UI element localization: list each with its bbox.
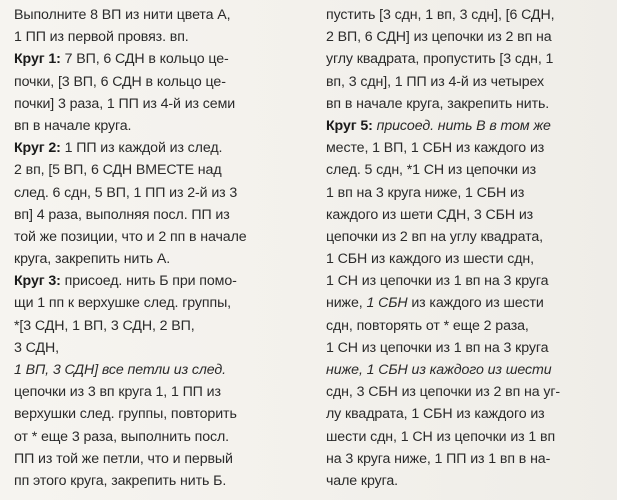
text-segment: след. 6 сдн, 5 ВП, 1 ПП из 2-й из 3: [14, 184, 238, 201]
text-segment: шести сдн, 1 СН из цепочки из 1 вп: [326, 428, 556, 445]
text-segment: цепочки из 2 вп на углу квадрата,: [326, 228, 543, 245]
text-line: [326, 381, 610, 403]
text-segment: круга, закрепить нить А.: [14, 251, 171, 268]
round-heading: Круг 3:: [14, 273, 61, 290]
text-segment: 1 ПП из каждой из след.: [60, 140, 223, 157]
text-line: [326, 4, 610, 26]
text-line: [326, 470, 610, 492]
text-line: [14, 337, 306, 359]
text-segment: 1 СН из цепочки из 1 вп на 3 круга: [326, 273, 549, 290]
text-line: [14, 381, 306, 403]
text-segment: вп] 4 раза, выполняя посл. ПП из: [14, 206, 230, 223]
text-line: [326, 115, 610, 137]
text-segment: 3 СДН,: [14, 339, 59, 356]
text-segment: от * еще 3 раза, выполнить посл.: [14, 428, 230, 445]
text-segment: ПП из той же петли, что и первый: [14, 450, 233, 467]
text-line: [14, 93, 306, 115]
text-line: [326, 359, 610, 381]
text-line: [326, 248, 610, 270]
text-line: [326, 226, 610, 248]
text-segment: той же позиции, что и 2 пп в начале: [14, 228, 247, 245]
text-segment: из каждого из шести: [407, 295, 544, 312]
round-heading: Круг 1:: [14, 51, 61, 68]
text-line: [14, 71, 306, 93]
text-line: [14, 248, 306, 270]
text-segment: сдн, 3 СБН из цепочки из 2 вп на уг-: [326, 384, 561, 401]
text-segment: 1 СБН из каждого из шести сдн,: [326, 251, 534, 268]
text-segment: углу квадрата, пропустить [3 сдн, 1: [326, 51, 554, 68]
text-line: [14, 315, 306, 337]
text-line: [326, 403, 610, 425]
text-line: [14, 403, 306, 425]
text-line: [14, 159, 306, 181]
text-segment: сдн, повторять от * еще 2 раза,: [326, 317, 529, 334]
text-segment: пустить [3 сдн, 1 вп, 3 сдн], [6 СДН,: [326, 7, 555, 23]
text-segment: 1 ВП, 3 СДН] все петли из след.: [14, 362, 227, 378]
text-line: [326, 448, 610, 470]
text-segment: ниже, 1 СБН из каждого из шести: [326, 362, 552, 378]
text-segment: 1 вп на 3 круга ниже, 1 СБН из: [326, 184, 525, 201]
text-line: [14, 270, 306, 292]
text-segment: ниже,: [326, 295, 367, 312]
text-segment: след. 5 сдн, *1 СН из цепочки из: [326, 162, 537, 179]
text-segment: *[3 СДН, 1 ВП, 3 СДН, 2 ВП,: [14, 317, 195, 334]
text-line: [14, 182, 306, 204]
text-segment: Выполните 8 ВП из нити цвета А,: [14, 7, 231, 23]
text-line: [326, 137, 610, 159]
text-line: [326, 26, 610, 48]
text-segment: пп этого круга, закрепить нить Б.: [14, 472, 227, 489]
text-line: [326, 204, 610, 226]
text-segment: присоед. нить Б при помо-: [60, 273, 237, 290]
text-segment: лу квадрата, 1 СБН из каждого из: [326, 406, 545, 423]
text-line: [326, 182, 610, 204]
left-text-column: [14, 4, 306, 492]
text-segment: вп в начале круга.: [14, 117, 132, 134]
text-line: [326, 270, 610, 292]
text-line: [14, 359, 306, 381]
text-line: [326, 426, 610, 448]
text-line: [326, 292, 610, 314]
text-line: [14, 470, 306, 492]
text-line: [14, 48, 306, 70]
text-segment: вп, 3 сдн], 1 ПП из 4-й из четырех: [326, 73, 545, 90]
text-line: [14, 137, 306, 159]
text-line: [14, 115, 306, 137]
text-line: [14, 292, 306, 314]
right-text-column: [326, 4, 610, 492]
text-segment: месте, 1 ВП, 1 СБН из каждого из: [326, 140, 545, 157]
text-line: [326, 48, 610, 70]
text-line: [326, 93, 610, 115]
text-line: [14, 26, 306, 48]
text-segment: 2 ВП, 6 СДН] из цепочки из 2 вп на: [326, 29, 552, 46]
text-line: [14, 4, 306, 26]
text-segment: 7 ВП, 6 СДН в кольцо це-: [60, 51, 229, 68]
text-segment: на 3 круга ниже, 1 ПП из 1 вп в на-: [326, 450, 551, 467]
text-line: [326, 71, 610, 93]
text-segment: 1 СБН: [366, 295, 408, 312]
text-line: [14, 448, 306, 470]
text-line: [14, 204, 306, 226]
text-segment: 2 вп, [5 ВП, 6 СДН ВМЕСТЕ над: [14, 162, 222, 179]
text-segment: каждого из шети СДН, 3 СБН из: [326, 206, 534, 223]
text-segment: почки, [3 ВП, 6 СДН в кольцо це-: [14, 73, 226, 90]
text-segment: щи 1 пп к верхушке след. группы,: [14, 295, 232, 312]
text-segment: 1 ПП из первой провяз. вп.: [14, 29, 189, 46]
text-line: [14, 226, 306, 248]
text-segment: верхушки след. группы, повторить: [14, 406, 237, 423]
text-line: [326, 315, 610, 337]
round-heading: Круг 2:: [14, 140, 61, 157]
round-heading: Круг 5:: [326, 117, 373, 134]
text-segment: 1 СН из цепочки из 1 вп на 3 круга: [326, 339, 549, 356]
text-line: [326, 337, 610, 359]
text-line: [326, 159, 610, 181]
text-segment: цепочки из 3 вп круга 1, 1 ПП из: [14, 384, 221, 401]
text-segment: вп в начале круга, закрепить нить.: [326, 95, 550, 112]
text-segment: чале круга.: [326, 472, 399, 489]
text-segment: присоед. нить В в том же: [372, 117, 551, 134]
text-line: [14, 426, 306, 448]
text-segment: почки] 3 раза, 1 ПП из 4-й из семи: [14, 95, 236, 112]
